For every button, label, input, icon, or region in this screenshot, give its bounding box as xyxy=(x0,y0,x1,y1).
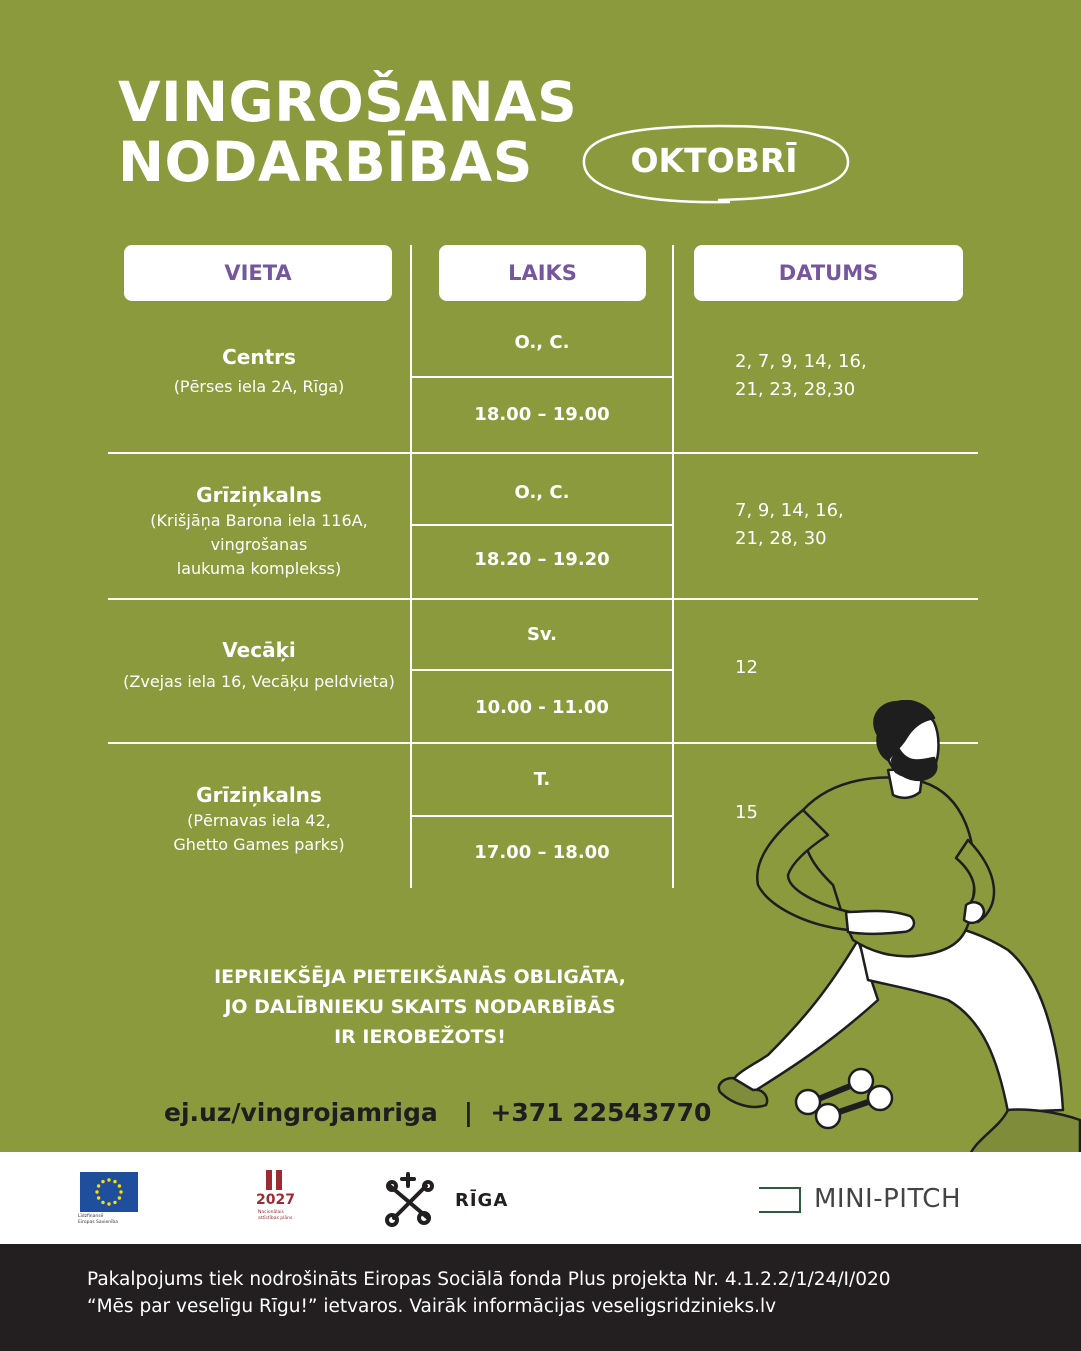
riga-wordmark: RĪGA xyxy=(455,1190,509,1211)
session-dates: 2, 7, 9, 14, 16, 21, 23, 28,30 xyxy=(735,351,867,400)
month-label: OKTOBRĪ xyxy=(630,140,798,180)
nap-year: 2027 xyxy=(256,1192,295,1208)
poster-title xyxy=(118,72,577,192)
place-address: (Krišjāņa Barona iela 116A, vingrošanas laukuma komplekss) xyxy=(150,511,368,578)
place-name: Grīziņkalns xyxy=(196,483,322,507)
place-name: Vecāķi xyxy=(222,638,296,662)
table-row-place xyxy=(108,783,410,857)
weekdays: O., C. xyxy=(514,482,570,503)
eu-flag-logo xyxy=(80,1172,138,1212)
eu-stars-icon xyxy=(80,1172,138,1212)
table-row-place xyxy=(108,483,410,581)
partner-logos-bar xyxy=(0,1152,1081,1244)
row-divider xyxy=(108,598,978,600)
weekdays: Sv. xyxy=(526,624,558,645)
place-address: (Pērnavas iela 42, Ghetto Games parks) xyxy=(173,811,345,854)
registration-link[interactable]: ej.uz/vingrojamriga xyxy=(164,1098,438,1127)
cell-divider xyxy=(412,376,672,378)
riga-keys-icon xyxy=(384,1172,442,1228)
minipitch-wordmark: MINI-PITCH xyxy=(814,1184,962,1214)
contact-line xyxy=(164,1098,711,1127)
place-name: Centrs xyxy=(222,345,296,369)
minipitch-frame-icon xyxy=(759,1187,801,1213)
weekdays: O., C. xyxy=(514,332,570,353)
table-row-place xyxy=(108,638,410,694)
registration-notice: IEPRIEKŠĒJA PIETEIKŠANĀS OBLIGĀTA, JO DALĪBNIEKU SKAITS NODARBĪBĀS IR IEROBEŽOTS! xyxy=(214,966,626,1048)
row-divider xyxy=(108,452,978,454)
table-row-place xyxy=(108,345,410,399)
cell-divider xyxy=(412,815,672,817)
header-place: VIETA xyxy=(124,245,392,301)
nap-caption: Nacionālais attīstības plāns xyxy=(258,1210,293,1221)
title-line-1: VINGROŠANAS xyxy=(118,70,578,134)
cell-divider xyxy=(412,524,672,526)
exercising-man-illustration xyxy=(708,700,1081,1195)
weekdays: T. xyxy=(533,769,551,790)
contact-separator: | xyxy=(463,1098,473,1127)
funding-line-2: “Mēs par veselīgu Rīgu!” ietvaros. Vairāk informācijas veseligsridzinieks.lv xyxy=(87,1296,777,1317)
funding-line-1: Pakalpojums tiek nodrošināts Eiropas Sociālā fonda Plus projekta Nr. 4.1.2.2/1/24/I/020 xyxy=(87,1269,891,1290)
nap-bar-icon xyxy=(266,1170,272,1190)
nap-bar-icon xyxy=(276,1170,282,1190)
month-badge xyxy=(580,122,848,198)
funding-footer xyxy=(0,1244,1081,1351)
session-dates: 7, 9, 14, 16, 21, 28, 30 xyxy=(735,500,844,549)
session-dates: 12 xyxy=(735,657,758,678)
funding-text xyxy=(87,1266,891,1320)
header-dates: DATUMS xyxy=(694,245,963,301)
place-address: (Pērses iela 2A, Rīga) xyxy=(173,377,345,396)
time-range: 17.00 – 18.00 xyxy=(474,842,610,863)
place-name: Grīziņkalns xyxy=(196,783,322,807)
session-dates: 15 xyxy=(735,802,758,823)
time-range: 18.00 – 19.00 xyxy=(474,404,610,425)
place-address: (Zvejas iela 16, Vecāķu peldvieta) xyxy=(123,672,395,691)
time-range: 18.20 – 19.20 xyxy=(474,549,610,570)
time-range: 10.00 - 11.00 xyxy=(475,697,609,718)
title-line-2: NODARBĪBAS xyxy=(118,130,533,194)
header-time: LAIKS xyxy=(439,245,646,301)
cell-divider xyxy=(412,669,672,671)
eu-caption: Līdzfinansē Eiropas Savienība xyxy=(78,1214,118,1225)
phone-number[interactable]: +371 22543770 xyxy=(490,1098,712,1127)
grid-vertical-line xyxy=(672,245,674,888)
